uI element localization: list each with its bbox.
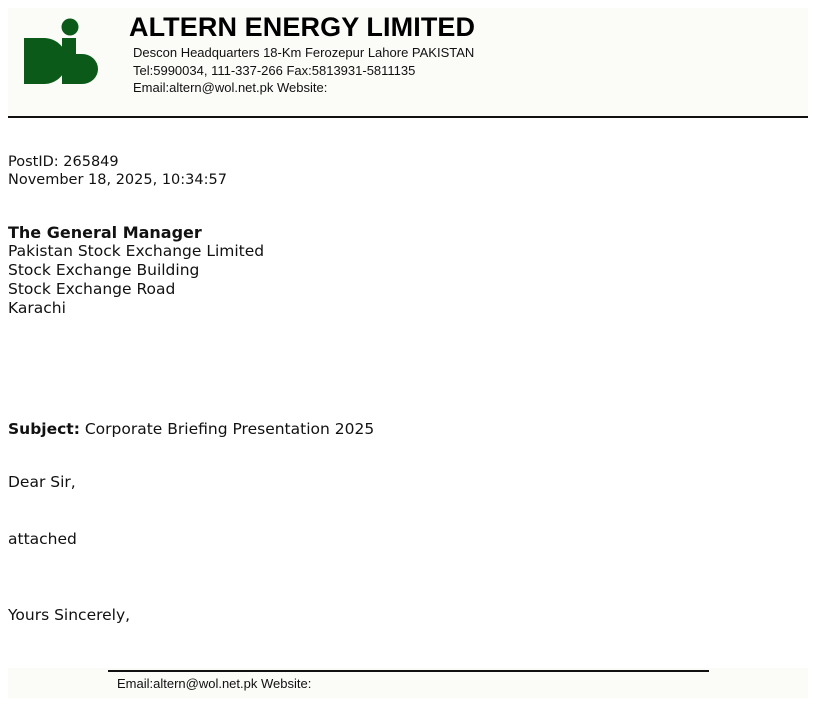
subject-line xyxy=(8,420,374,438)
recipient-line: Karachi xyxy=(8,299,66,317)
recipient-line: Stock Exchange Building xyxy=(8,261,200,279)
letter-footer xyxy=(8,668,808,698)
recipient-address xyxy=(8,223,264,318)
post-meta xyxy=(8,153,227,189)
salutation: Dear Sir, xyxy=(8,473,76,491)
post-datetime: November 18, 2025, 10:34:57 xyxy=(8,172,227,188)
recipient-title: The General Manager xyxy=(8,223,202,242)
footer-divider xyxy=(108,670,709,672)
subject-label: Subject: xyxy=(8,420,80,438)
company-name: ALTERN ENERGY LIMITED xyxy=(129,12,476,42)
descon-logo-icon xyxy=(22,18,102,88)
closing: Yours Sincerely, xyxy=(8,606,131,624)
footer-email: Email:altern@wol.net.pk Website: xyxy=(117,676,312,691)
company-contact: Tel:5990034, 111-337-266 Fax:5813931-5811135 xyxy=(133,63,416,78)
post-id: PostID: 265849 xyxy=(8,154,119,170)
company-address: Descon Headquarters 18-Km Ferozepur Lahore PAKISTAN xyxy=(133,45,475,60)
recipient-line: Pakistan Stock Exchange Limited xyxy=(8,242,265,260)
recipient-line: Stock Exchange Road xyxy=(8,280,176,298)
company-email: Email:altern@wol.net.pk Website: xyxy=(133,80,328,95)
header-divider xyxy=(8,116,808,118)
letterhead xyxy=(8,8,808,116)
subject-text: Corporate Briefing Presentation 2025 xyxy=(84,420,375,438)
letter-body: attached xyxy=(8,530,77,548)
